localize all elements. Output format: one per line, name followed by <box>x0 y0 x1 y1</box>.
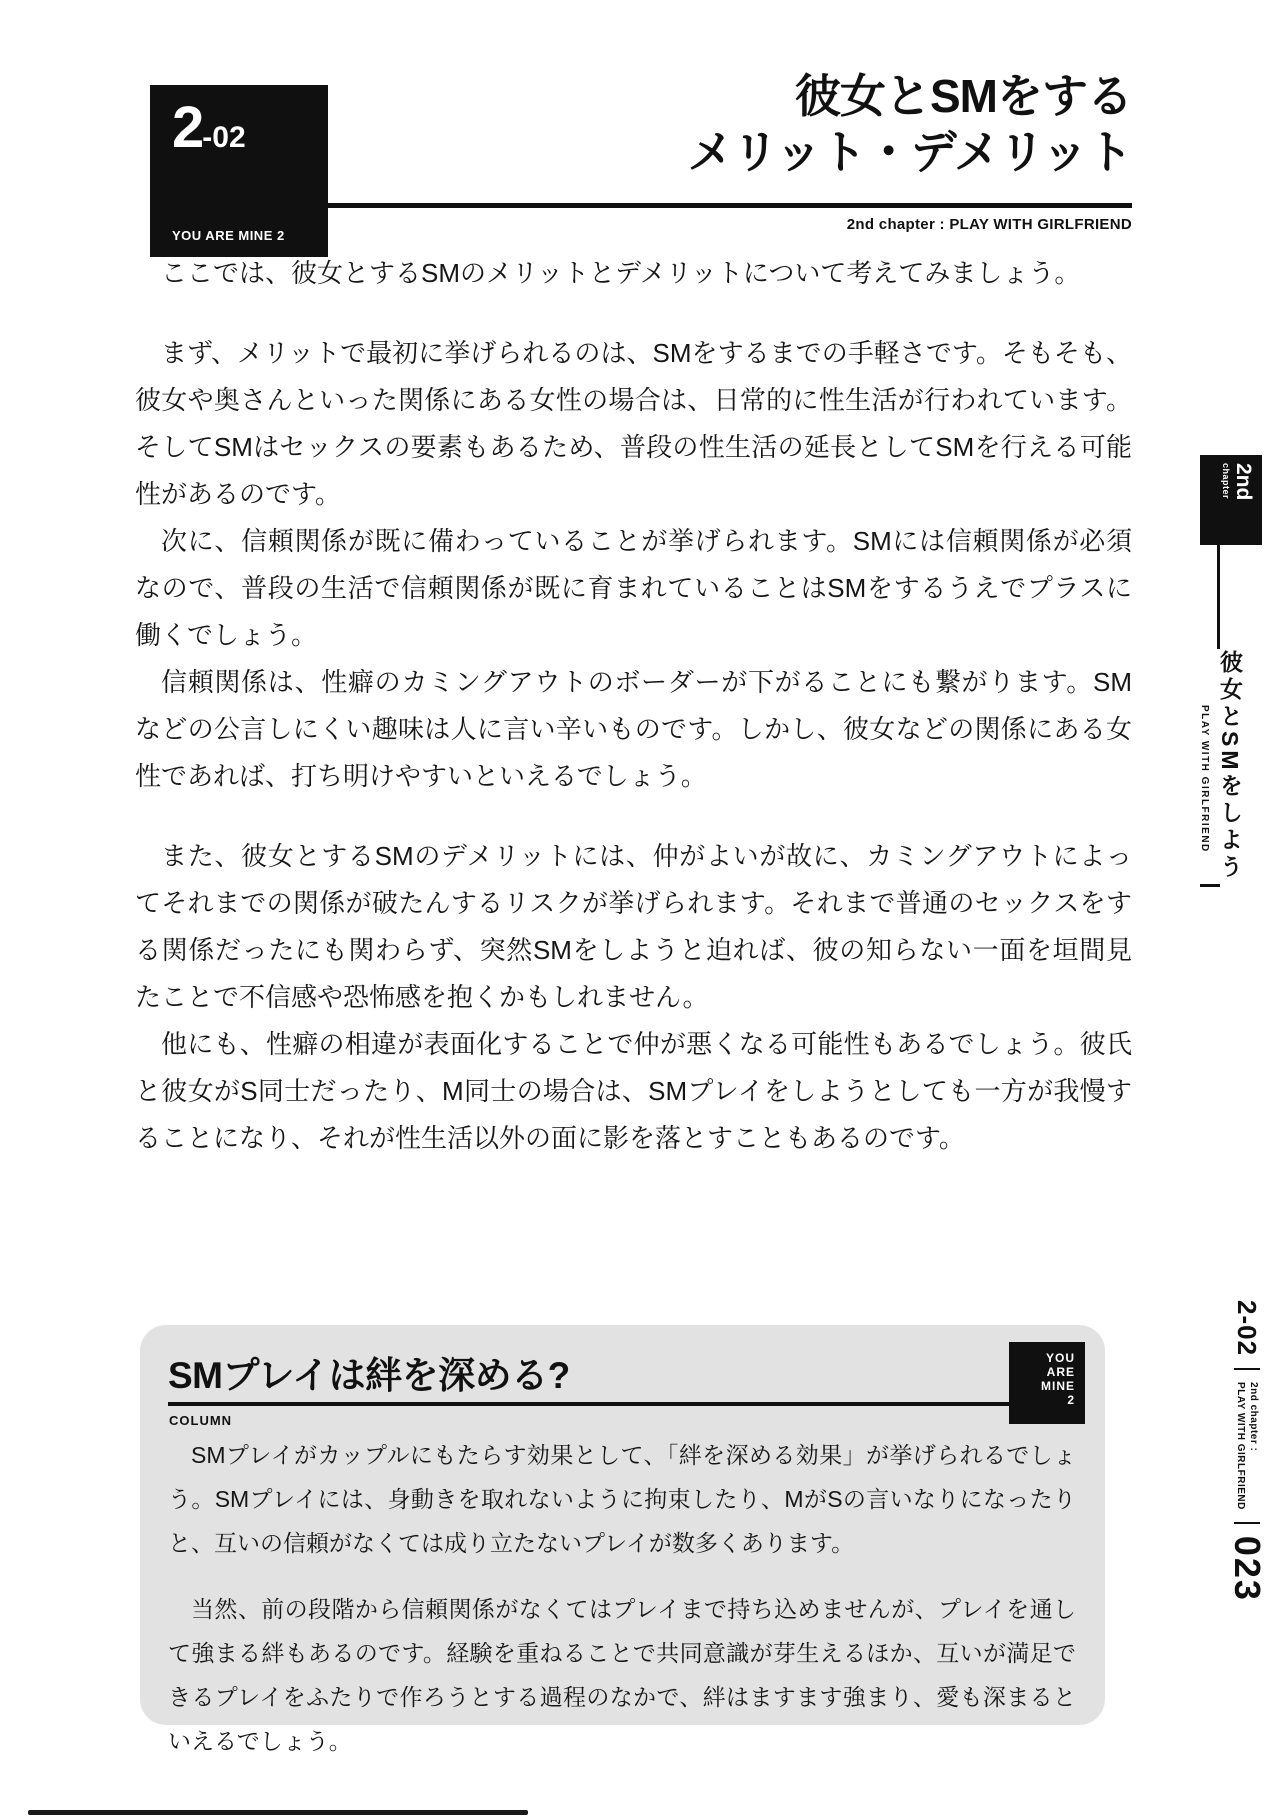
sidebar-rule <box>1217 545 1220 649</box>
chapter-number-sub: -02 <box>202 121 246 154</box>
title-divider <box>328 203 1132 208</box>
sidebar-footer <box>1226 1300 1268 1602</box>
series-badge-line: YOU <box>1045 1351 1075 1365</box>
series-badge-line: 2 <box>1067 1393 1075 1407</box>
column-paragraph: SMプレイがカップルにもたらす効果として、「絆を深める効果」が挙げられるでしょう。SMプレイには、身動きを取れないように拘束したり、MがSの言いなりになったりと、互いの信頼がなくては成り立たないプレイが数多くあります。 <box>168 1442 1076 1556</box>
footer-chapter-line2: PLAY WITH GIRLFRIEND <box>1235 1382 1246 1510</box>
chapter-number <box>172 95 246 160</box>
series-badge-line: ARE <box>1046 1365 1075 1379</box>
body-paragraph: 他にも、性癖の相違が表面化することで仲が悪くなる可能性もあるでしょう。彼氏と彼女がS同士だったり、M同士の場合は、SMプレイをしようとしても一方が我慢することになり、それが性生活以外の面に影を落とすこともあるのです。 <box>135 1029 1132 1153</box>
footer-chapter-line1: 2nd chapter : <box>1248 1382 1259 1452</box>
column-label: COLUMN <box>169 1413 233 1428</box>
chapter-tab-line2: chapter <box>1221 463 1231 500</box>
body-paragraph: まず、メリットで最初に挙げられるのは、SMをするまでの手軽さです。そもそも、彼女や奥さんといった関係にある女性の場合は、日常的に性生活が行われています。そしてSMはセックスの要素もあるため、普段の性生活の延長としてSMを行える可能性があるのです。 <box>135 338 1132 509</box>
chapter-subtitle: 2nd chapter : PLAY WITH GIRLFRIEND <box>846 216 1132 233</box>
series-badge-line: MINE <box>1041 1379 1075 1393</box>
page-number: 023 <box>1227 1535 1268 1602</box>
series-badge <box>1009 1342 1085 1424</box>
body-paragraph: 次に、信頼関係が既に備わっていることが挙げられます。SMには信頼関係が必須なので、普段の生活で信頼関係が既に育まれていることはSMをするうえでプラスに働くでしょう。 <box>135 526 1132 650</box>
page-title-line1: 彼女とSMをする <box>795 70 1132 122</box>
body-paragraph: また、彼女とするSMのデメリットには、仲がよいが故に、カミングアウトによってそれまでの関係が破たんするリスクが挙げられます。それまで普通のセックスをする関係だったにも関わらず、突然SMをしようと迫れば、彼の知らない一面を垣間見たことで不信感や恐怖感を抱くかもしれません。 <box>135 841 1132 1012</box>
column-text <box>168 1433 1076 1763</box>
chapter-tab-line1: 2nd <box>1232 463 1255 501</box>
page-edge-artifact <box>28 1810 528 1815</box>
sidebar-chapter-title-en: PLAY WITH GIRLFRIEND <box>1199 705 1210 853</box>
sidebar-chapter-title <box>1196 650 1248 900</box>
body-paragraph: ここでは、彼女とするSMのメリットとデメリットについて考えてみましょう。 <box>161 258 1081 288</box>
chapter-tab <box>1200 455 1262 545</box>
sidebar-chapter-title-jp: 彼女とSMをしよう <box>1217 650 1243 882</box>
footer-divider <box>1234 1522 1260 1524</box>
chapter-number-main: 2 <box>172 95 203 160</box>
page-title-line2: メリット・デメリット <box>687 126 1132 178</box>
body-text <box>135 250 1132 1162</box>
footer-section-number: 2-02 <box>1232 1300 1263 1357</box>
column-title: SMプレイは絆を深める? <box>168 1355 570 1396</box>
body-paragraph: 信頼関係は、性癖のカミングアウトのボーダーが下がることにも繋がります。SMなどの公言しにくい趣味は人に言い辛いものです。しかし、彼女などの関係にある女性であれば、打ち明けやすいといえるでしょう。 <box>135 667 1132 791</box>
column-box <box>140 1325 1105 1754</box>
chapter-tab-text <box>1220 463 1254 539</box>
footer-chapter-text <box>1234 1382 1260 1510</box>
column-paragraph: 当然、前の段階から信頼関係がなくてはプレイまで持ち込めませんが、プレイを通して強まる絆もあるのです。経験を重ねることで共同意識が芽生えるほか、互いが満足できるプレイをふたりで作ろうとする過程のなかで、絆はますます強まり、愛も深まるといえるでしょう。 <box>168 1596 1076 1754</box>
sidebar-tick <box>1200 884 1220 887</box>
column-title-divider <box>168 1402 1048 1406</box>
chapter-number-box <box>150 85 328 257</box>
page-title <box>688 68 1132 180</box>
series-label: YOU ARE MINE 2 <box>172 228 285 243</box>
footer-divider <box>1234 1368 1260 1370</box>
